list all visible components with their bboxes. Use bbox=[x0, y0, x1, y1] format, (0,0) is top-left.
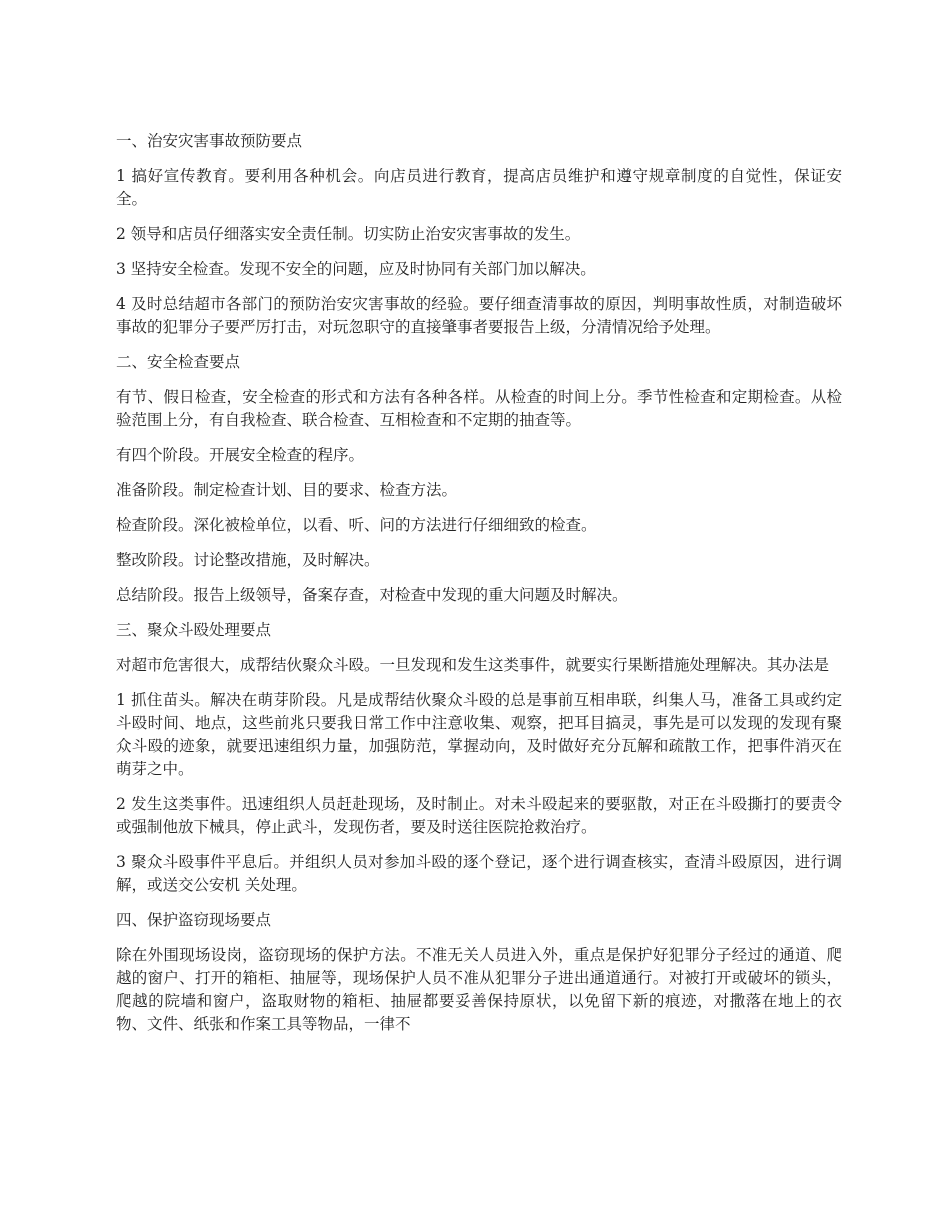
document-body bbox=[116, 130, 842, 1048]
section-heading-4: 四、保护盗窃现场要点 bbox=[116, 911, 272, 929]
paragraph: 准备阶段。制定检查计划、目的要求、检查方法。 bbox=[116, 481, 458, 499]
paragraph: 对超市危害很大，成帮结伙聚众斗殴。一旦发现和发生这类事件，就要实行果断措施处理解决。其办法是 bbox=[116, 656, 830, 674]
paragraph: 除在外围现场设岗，盗窃现场的保护方法。不准无关人员进入外，重点是保护好犯罪分子经过的通道、爬越的窗户、打开的箱柜、抽屉等，现场保护人员不准从犯罪分子进出通道通行。对被打开或破坏的锁头，爬越的院墙和窗户，盗取财物的箱柜、抽屉都要妥善保持原状，以免留下新的痕迹，对撒落在地上的衣物、文件、纸张和作案工具等物品，一律不 bbox=[116, 946, 842, 1033]
section-heading-1: 一、治安灾害事故预防要点 bbox=[116, 132, 303, 150]
paragraph: 总结阶段。报告上级领导，备案存查，对检查中发现的重大问题及时解决。 bbox=[116, 586, 628, 604]
paragraph: 1 抓住苗头。解决在萌芽阶段。凡是成帮结伙聚众斗殴的总是事前互相串联，纠集人马，准备工具或约定斗殴时间、地点，这些前兆只要我日常工作中注意收集、观察，把耳目搞灵，事先是可以发现的发现有聚众斗殴的迹象，就要迅速组织力量，加强防范，掌握动向，及时做好充分瓦解和疏散工作，把事件消灭在萌芽之中。 bbox=[116, 691, 842, 778]
paragraph: 整改阶段。讨论整改措施，及时解决。 bbox=[116, 551, 380, 569]
paragraph: 2 发生这类事件。迅速组织人员赶赴现场，及时制止。对未斗殴起来的要驱散，对正在斗殴撕打的要责令或强制他放下械具，停止武斗，发现伤者，要及时送往医院抢救治疗。 bbox=[116, 795, 842, 836]
paragraph: 有节、假日检查，安全检查的形式和方法有各种各样。从检查的时间上分。季节性检查和定期检查。从检验范围上分，有自我检查、联合检查、互相检查和不定期的抽查等。 bbox=[116, 388, 842, 429]
paragraph: 3 聚众斗殴事件平息后。并组织人员对参加斗殴的逐个登记，逐个进行调查核实，查清斗殴原因，进行调解，或送交公安机 关处理。 bbox=[116, 853, 842, 894]
paragraph: 2 领导和店员仔细落实安全责任制。切实防止治安灾害事故的发生。 bbox=[116, 225, 581, 243]
section-heading-3: 三、聚众斗殴处理要点 bbox=[116, 621, 272, 639]
paragraph: 有四个阶段。开展安全检查的程序。 bbox=[116, 446, 365, 464]
paragraph: 3 坚持安全检查。发现不安全的问题，应及时协同有关部门加以解决。 bbox=[116, 260, 596, 278]
section-heading-2: 二、安全检查要点 bbox=[116, 353, 241, 371]
paragraph: 4 及时总结超市各部门的预防治安灾害事故的经验。要仔细查清事故的原因，判明事故性质，对制造破坏事故的犯罪分子要严厉打击，对玩忽职守的直接肇事者要报告上级，分清情况给予处理。 bbox=[116, 295, 842, 336]
paragraph: 检查阶段。深化被检单位，以看、听、问的方法进行仔细细致的检查。 bbox=[116, 516, 597, 534]
paragraph: 1 搞好宣传教育。要利用各种机会。向店员进行教育，提高店员维护和遵守规章制度的自觉性，保证安全。 bbox=[116, 167, 842, 208]
